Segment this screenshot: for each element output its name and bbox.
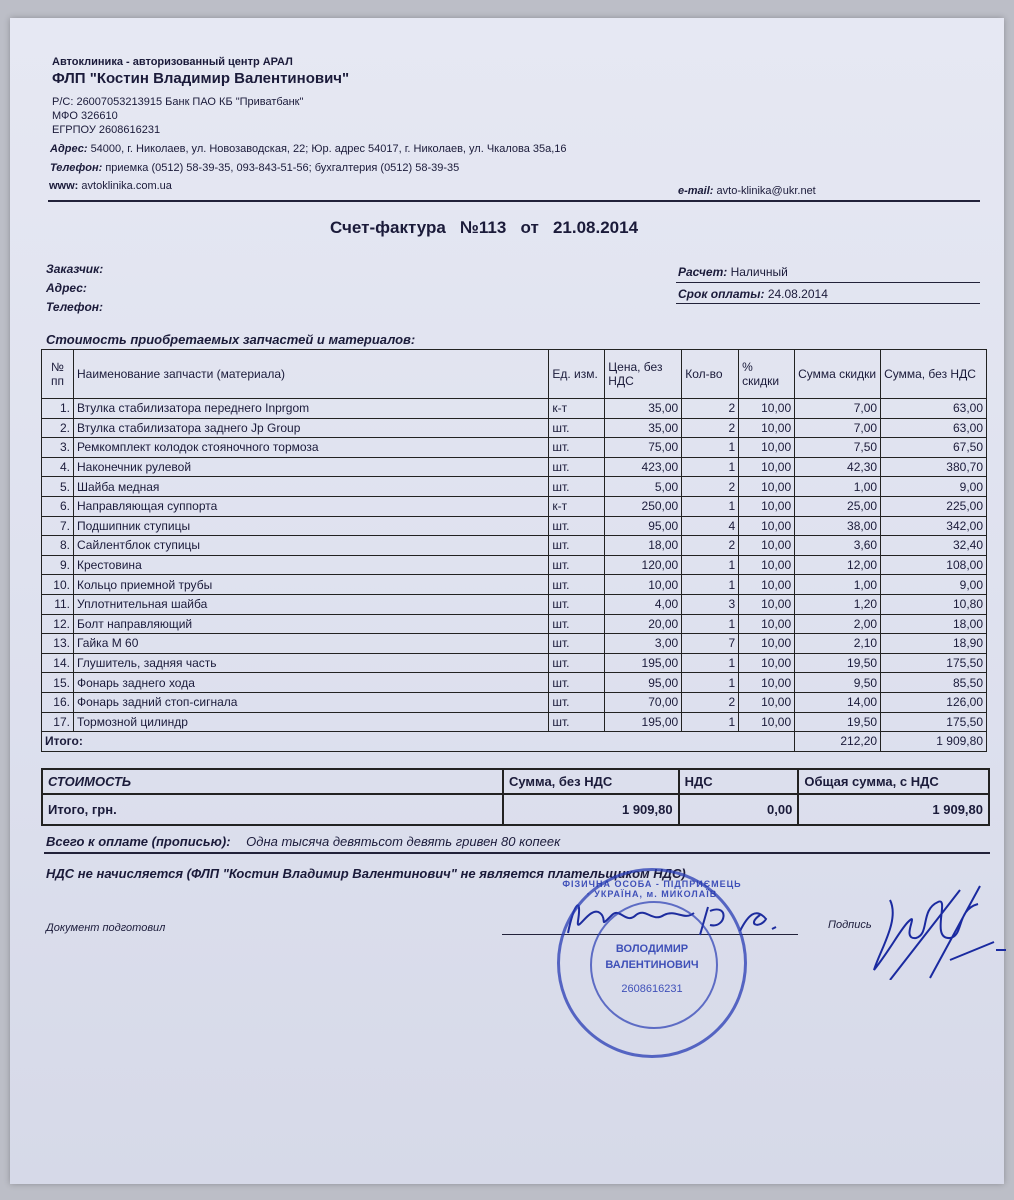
row-qty: 3 xyxy=(682,594,739,614)
row-discount: 10,00 xyxy=(739,692,795,712)
row-name: Тормозной цилиндр xyxy=(73,712,548,732)
row-sum: 85,50 xyxy=(881,673,987,693)
row-price: 195,00 xyxy=(605,653,682,673)
totals-label: Итого: xyxy=(42,732,795,752)
phone-value: приемка (0512) 58-39-35, 093-843-51-56; бухгалтерия (0512) 58-39-35 xyxy=(105,162,460,174)
row-price: 70,00 xyxy=(605,692,682,712)
due-line xyxy=(678,287,828,301)
row-sum: 10,80 xyxy=(881,594,987,614)
row-sum: 9,00 xyxy=(881,575,987,595)
table-row xyxy=(42,594,987,614)
row-unit: шт. xyxy=(549,712,605,732)
row-qty: 1 xyxy=(682,653,739,673)
summary-sum-value: 1 909,80 xyxy=(503,794,679,825)
in-words-value: Одна тысяча девятьсот девять гривен 80 копеек xyxy=(246,834,561,849)
row-sum: 108,00 xyxy=(881,555,987,575)
row-qty: 4 xyxy=(682,516,739,536)
row-sum: 18,90 xyxy=(881,634,987,654)
row-sum: 67,50 xyxy=(881,438,987,458)
row-qty: 1 xyxy=(682,614,739,634)
row-number: 12. xyxy=(42,614,74,634)
row-price: 10,00 xyxy=(605,575,682,595)
row-number: 14. xyxy=(42,653,74,673)
company-stamp xyxy=(557,868,747,1058)
row-discount: 10,00 xyxy=(739,712,795,732)
row-price: 3,00 xyxy=(605,634,682,654)
row-price: 4,00 xyxy=(605,594,682,614)
row-name: Ремкомплект колодок стояночного тормоза xyxy=(73,438,548,458)
col-price: Цена, без НДС xyxy=(605,350,682,399)
row-price: 120,00 xyxy=(605,555,682,575)
row-name: Направляющая суппорта xyxy=(73,496,548,516)
row-name: Втулка стабилизатора переднего Inprgom xyxy=(73,399,548,419)
address-line xyxy=(50,143,567,155)
row-discount: 10,00 xyxy=(739,673,795,693)
row-discount-sum: 1,00 xyxy=(795,477,881,497)
table-row xyxy=(42,712,987,732)
row-qty: 1 xyxy=(682,496,739,516)
row-unit: к-т xyxy=(549,496,605,516)
row-unit: шт. xyxy=(549,477,605,497)
row-number: 17. xyxy=(42,712,74,732)
table-row xyxy=(42,399,987,419)
row-number: 9. xyxy=(42,555,74,575)
row-name: Сайлентблок ступицы xyxy=(73,536,548,556)
prepared-label: Документ подготовил xyxy=(46,922,166,934)
row-sum: 32,40 xyxy=(881,536,987,556)
summary-value-row xyxy=(42,794,989,825)
www-line xyxy=(49,180,172,192)
table-row xyxy=(42,673,987,693)
row-number: 16. xyxy=(42,692,74,712)
row-number: 6. xyxy=(42,496,74,516)
row-discount-sum: 42,30 xyxy=(795,457,881,477)
row-discount: 10,00 xyxy=(739,536,795,556)
row-qty: 1 xyxy=(682,438,739,458)
row-discount-sum: 12,00 xyxy=(795,555,881,575)
row-sum: 18,00 xyxy=(881,614,987,634)
phone-label: Телефон: xyxy=(50,162,103,174)
stamp-line1: ВОЛОДИМИР xyxy=(615,943,689,955)
table-row xyxy=(42,418,987,438)
row-unit: шт. xyxy=(549,536,605,556)
row-number: 7. xyxy=(42,516,74,536)
summary-header-row xyxy=(42,769,989,794)
stamp-line2: ВАЛЕНТИНОВИЧ xyxy=(605,959,699,971)
sign-label: Подпись xyxy=(828,919,872,931)
summary-vat-header: НДС xyxy=(679,769,799,794)
address-label: Адрес: xyxy=(50,143,88,155)
row-name: Кольцо приемной трубы xyxy=(73,575,548,595)
www-value: avtoklinika.com.ua xyxy=(81,180,172,192)
payment-value: Наличный xyxy=(730,265,788,279)
row-discount: 10,00 xyxy=(739,438,795,458)
email-line xyxy=(678,185,816,197)
row-name: Наконечник рулевой xyxy=(73,457,548,477)
table-row xyxy=(42,614,987,634)
row-name: Болт направляющий xyxy=(73,614,548,634)
row-qty: 1 xyxy=(682,457,739,477)
row-name: Гайка М 60 xyxy=(73,634,548,654)
row-discount-sum: 9,50 xyxy=(795,673,881,693)
row-qty: 2 xyxy=(682,477,739,497)
www-label: www: xyxy=(49,180,79,192)
row-qty: 1 xyxy=(682,575,739,595)
row-name: Втулка стабилизатора заднего Jp Group xyxy=(73,418,548,438)
row-unit: шт. xyxy=(549,594,605,614)
customer-phone-label: Телефон: xyxy=(46,300,104,314)
summary-table xyxy=(41,768,990,826)
row-unit: шт. xyxy=(549,418,605,438)
row-price: 423,00 xyxy=(605,457,682,477)
row-number: 4. xyxy=(42,457,74,477)
row-price: 20,00 xyxy=(605,614,682,634)
company-name: ФЛП "Костин Владимир Валентинович" xyxy=(52,70,350,87)
totals-discount-sum: 212,20 xyxy=(795,732,881,752)
row-qty: 2 xyxy=(682,399,739,419)
row-unit: шт. xyxy=(549,653,605,673)
row-number: 5. xyxy=(42,477,74,497)
in-words-line xyxy=(46,834,560,849)
table-row xyxy=(42,575,987,595)
row-discount-sum: 19,50 xyxy=(795,712,881,732)
col-name: Наименование запчасти (материала) xyxy=(73,350,548,399)
row-sum: 380,70 xyxy=(881,457,987,477)
table-row xyxy=(42,536,987,556)
summary-total-header: Общая сумма, с НДС xyxy=(798,769,989,794)
row-name: Фонарь заднего хода xyxy=(73,673,548,693)
row-sum: 9,00 xyxy=(881,477,987,497)
handwritten-signature xyxy=(860,880,1010,980)
summary-cost-header: СТОИМОСТЬ xyxy=(42,769,503,794)
row-discount-sum: 19,50 xyxy=(795,653,881,673)
table-row xyxy=(42,496,987,516)
row-price: 35,00 xyxy=(605,418,682,438)
row-qty: 2 xyxy=(682,418,739,438)
due-value: 24.08.2014 xyxy=(767,287,828,301)
row-discount-sum: 3,60 xyxy=(795,536,881,556)
bank-account: Р/С: 26007053213915 Банк ПАО КБ "Приватбанк" xyxy=(52,96,304,108)
row-discount-sum: 2,00 xyxy=(795,614,881,634)
row-sum: 342,00 xyxy=(881,516,987,536)
payment-line xyxy=(678,265,788,279)
due-label: Срок оплаты: xyxy=(678,287,765,301)
row-discount: 10,00 xyxy=(739,653,795,673)
row-number: 10. xyxy=(42,575,74,595)
payment-underline xyxy=(676,282,980,283)
summary-vat-value: 0,00 xyxy=(679,794,799,825)
row-discount-sum: 1,00 xyxy=(795,575,881,595)
org-line: Автоклиника - авторизованный центр АРАЛ xyxy=(52,56,293,68)
row-number: 11. xyxy=(42,594,74,614)
row-number: 13. xyxy=(42,634,74,654)
row-price: 95,00 xyxy=(605,516,682,536)
summary-sum-header: Сумма, без НДС xyxy=(503,769,679,794)
stamp-code: 2608616231 xyxy=(621,983,683,995)
row-number: 3. xyxy=(42,438,74,458)
row-name: Уплотнительная шайба xyxy=(73,594,548,614)
row-number: 1. xyxy=(42,399,74,419)
row-number: 8. xyxy=(42,536,74,556)
customer-address-label: Адрес: xyxy=(46,281,87,295)
stamp-ring-text: ФІЗИЧНА ОСОБА - ПІДПРИЄМЕЦЬ · УКРАЇНА, м. МИКОЛАЇВ xyxy=(562,879,742,899)
row-sum: 175,50 xyxy=(881,712,987,732)
row-sum: 63,00 xyxy=(881,418,987,438)
phone-line xyxy=(50,162,459,174)
table-row xyxy=(42,555,987,575)
customer-label: Заказчик: xyxy=(46,262,104,276)
row-discount: 10,00 xyxy=(739,516,795,536)
row-discount-sum: 7,00 xyxy=(795,399,881,419)
table-row xyxy=(42,477,987,497)
row-discount-sum: 38,00 xyxy=(795,516,881,536)
in-words-underline xyxy=(44,852,990,854)
row-discount-sum: 7,50 xyxy=(795,438,881,458)
row-discount-sum: 25,00 xyxy=(795,496,881,516)
row-discount-sum: 14,00 xyxy=(795,692,881,712)
row-name: Крестовина xyxy=(73,555,548,575)
edrpou: ЕГРПОУ 2608616231 xyxy=(52,124,161,136)
vat-note: НДС не начисляется (ФЛП "Костин Владимир Валентинович" не является плательщиком НДС) xyxy=(46,866,686,881)
row-qty: 2 xyxy=(682,536,739,556)
row-sum: 63,00 xyxy=(881,399,987,419)
row-price: 250,00 xyxy=(605,496,682,516)
row-name: Фонарь задний стоп-сигнала xyxy=(73,692,548,712)
row-qty: 1 xyxy=(682,555,739,575)
email-value: avto-klinika@ukr.net xyxy=(716,185,816,197)
row-unit: к-т xyxy=(549,399,605,419)
row-price: 195,00 xyxy=(605,712,682,732)
row-price: 18,00 xyxy=(605,536,682,556)
col-sum: Сумма, без НДС xyxy=(881,350,987,399)
table-row xyxy=(42,438,987,458)
row-name: Глушитель, задняя часть xyxy=(73,653,548,673)
row-discount: 10,00 xyxy=(739,496,795,516)
section-title: Стоимость приобретаемых запчастей и материалов: xyxy=(46,332,416,347)
row-unit: шт. xyxy=(549,555,605,575)
row-qty: 1 xyxy=(682,673,739,693)
col-discount: % скидки xyxy=(739,350,795,399)
table-row xyxy=(42,516,987,536)
table-row xyxy=(42,634,987,654)
invoice-title: Счет-фактура №113 от 21.08.2014 xyxy=(330,218,639,237)
mfo: МФО 326610 xyxy=(52,110,118,122)
row-qty: 1 xyxy=(682,712,739,732)
in-words-label: Всего к оплате (прописью): xyxy=(46,834,231,849)
row-number: 2. xyxy=(42,418,74,438)
row-unit: шт. xyxy=(549,575,605,595)
col-unit: Ед. изм. xyxy=(549,350,605,399)
totals-row xyxy=(42,732,987,752)
col-discount-sum: Сумма скидки xyxy=(795,350,881,399)
row-discount: 10,00 xyxy=(739,555,795,575)
items-table xyxy=(41,349,987,752)
row-discount: 10,00 xyxy=(739,634,795,654)
row-discount-sum: 2,10 xyxy=(795,634,881,654)
row-discount: 10,00 xyxy=(739,614,795,634)
row-sum: 225,00 xyxy=(881,496,987,516)
email-label: e-mail: xyxy=(678,185,714,197)
summary-row-label: Итого, грн. xyxy=(42,794,503,825)
table-header-row xyxy=(42,350,987,399)
row-name: Подшипник ступицы xyxy=(73,516,548,536)
table-row xyxy=(42,653,987,673)
row-price: 35,00 xyxy=(605,399,682,419)
row-number: 15. xyxy=(42,673,74,693)
address-value: 54000, г. Николаев, ул. Новозаводская, 22; Юр. адрес 54017, г. Николаев, ул. Чкалова 35а,16 xyxy=(90,143,567,155)
row-price: 75,00 xyxy=(605,438,682,458)
row-unit: шт. xyxy=(549,438,605,458)
row-qty: 2 xyxy=(682,692,739,712)
table-row xyxy=(42,457,987,477)
row-unit: шт. xyxy=(549,673,605,693)
row-price: 95,00 xyxy=(605,673,682,693)
row-sum: 175,50 xyxy=(881,653,987,673)
due-underline xyxy=(676,303,980,304)
row-discount-sum: 7,00 xyxy=(795,418,881,438)
row-unit: шт. xyxy=(549,692,605,712)
row-discount: 10,00 xyxy=(739,594,795,614)
row-unit: шт. xyxy=(549,634,605,654)
row-unit: шт. xyxy=(549,457,605,477)
row-unit: шт. xyxy=(549,614,605,634)
summary-total-value: 1 909,80 xyxy=(798,794,989,825)
col-number: № пп xyxy=(42,350,74,399)
totals-sum: 1 909,80 xyxy=(881,732,987,752)
row-qty: 7 xyxy=(682,634,739,654)
row-sum: 126,00 xyxy=(881,692,987,712)
row-price: 5,00 xyxy=(605,477,682,497)
row-discount: 10,00 xyxy=(739,575,795,595)
table-row xyxy=(42,692,987,712)
row-discount: 10,00 xyxy=(739,477,795,497)
row-unit: шт. xyxy=(549,516,605,536)
col-qty: Кол-во xyxy=(682,350,739,399)
row-discount: 10,00 xyxy=(739,418,795,438)
row-discount: 10,00 xyxy=(739,399,795,419)
row-discount: 10,00 xyxy=(739,457,795,477)
row-discount-sum: 1,20 xyxy=(795,594,881,614)
row-name: Шайба медная xyxy=(73,477,548,497)
payment-label: Расчет: xyxy=(678,265,728,279)
header-divider xyxy=(48,200,980,202)
